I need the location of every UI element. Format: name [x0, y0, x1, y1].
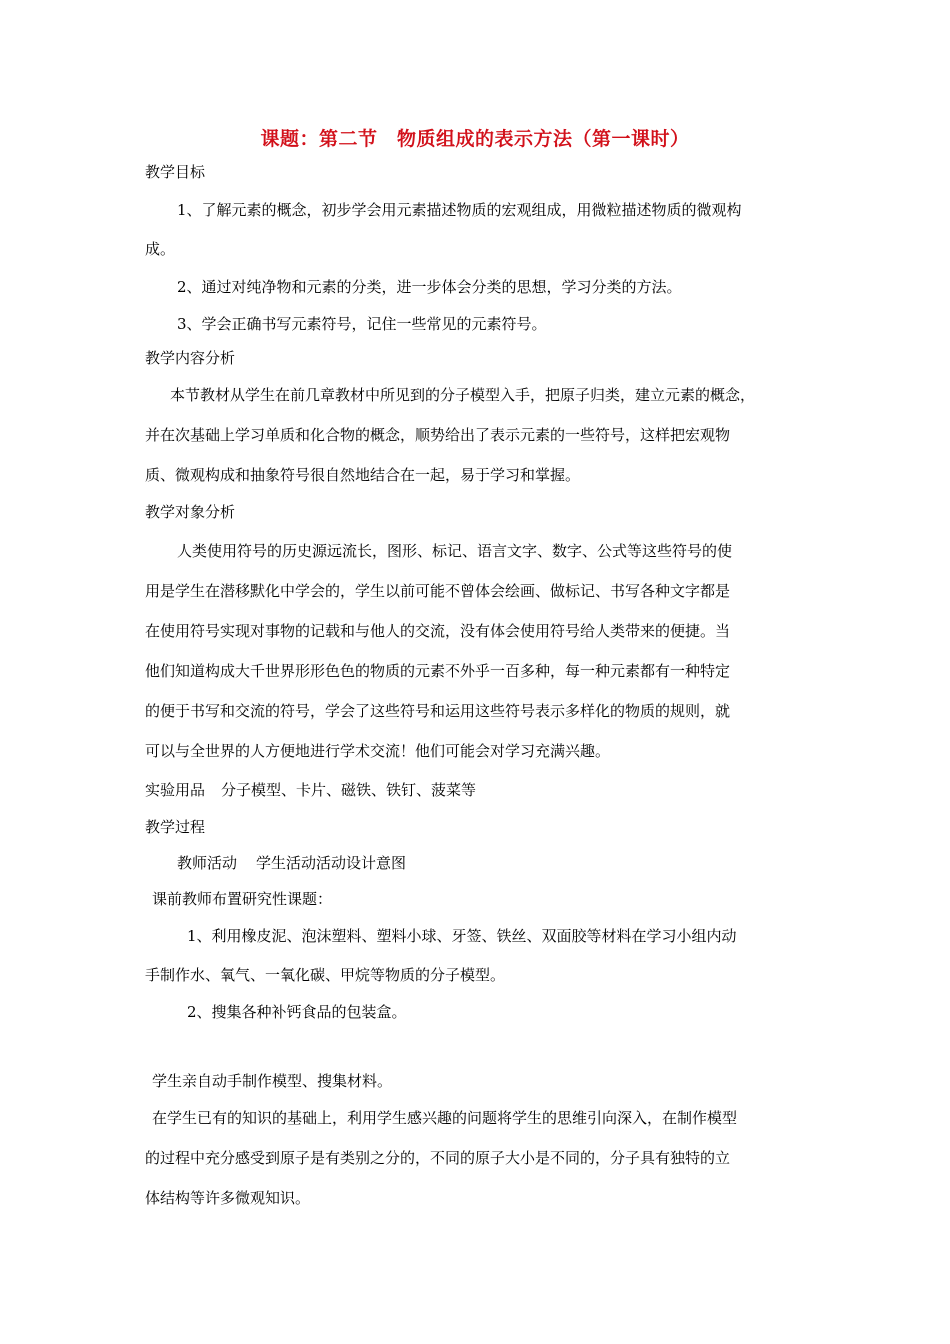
- process-task-1-line-1: 1、利用橡皮泥、泡沫塑料、塑料小球、牙签、铁丝、双面胶等材料在学习小组内动: [187, 927, 737, 945]
- process-column-student: 学生活动活动设计意图: [256, 854, 407, 872]
- learner-analysis-heading: 教学对象分析: [145, 503, 236, 521]
- process-intro: 课前教师布置研究性课题：: [152, 890, 333, 908]
- materials-text: 分子模型、卡片、磁铁、铁钉、菠菜等: [221, 781, 477, 799]
- content-analysis-line: 本节教材从学生在前几章教材中所见到的分子模型入手，把原子归类，建立元素的概念，: [170, 386, 756, 404]
- student-activity: 学生亲自动手制作模型、搜集材料。: [152, 1072, 393, 1090]
- design-intent-line: 在学生已有的知识的基础上，利用学生感兴趣的问题将学生的思维引向深入，在制作模型: [152, 1109, 738, 1127]
- process-task-1-line-2: 手制作水、氧气、一氧化碳、甲烷等物质的分子模型。: [145, 966, 506, 984]
- page-title: 课题：第二节 物质组成的表示方法（第一课时）: [260, 128, 690, 150]
- materials-row: [145, 780, 476, 800]
- learner-analysis-line: 在使用符号实现对事物的记载和与他人的交流，没有体会使用符号给人类带来的便捷。当: [145, 622, 731, 640]
- design-intent-line: 的过程中充分感受到原子是有类别之分的，不同的原子大小是不同的，分子具有独特的立: [145, 1149, 731, 1167]
- learner-analysis-line: 用是学生在潜移默化中学会的，学生以前可能不曾体会绘画、做标记、书写各种文字都是: [145, 582, 731, 600]
- goals-heading: 教学目标: [145, 163, 206, 181]
- process-task-2: 2、搜集各种补钙食品的包装盒。: [187, 1003, 407, 1021]
- learner-analysis-line: 人类使用符号的历史源远流长，图形、标记、语言文字、数字、公式等这些符号的使: [177, 542, 733, 560]
- learner-analysis-line: 可以与全世界的人方便地进行学术交流！他们可能会对学习充满兴趣。: [145, 742, 611, 760]
- learner-analysis-line: 的便于书写和交流的符号，学会了这些符号和运用这些符号表示多样化的物质的规则，就: [145, 702, 731, 720]
- process-heading: 教学过程: [145, 818, 206, 836]
- process-column-teacher: 教师活动: [177, 854, 238, 872]
- content-analysis-heading: 教学内容分析: [145, 349, 236, 367]
- design-intent-line: 体结构等许多微观知识。: [145, 1189, 311, 1207]
- content-analysis-line: 并在次基础上学习单质和化合物的概念，顺势给出了表示元素的一些符号，这样把宏观物: [145, 426, 731, 444]
- materials-heading: 实验用品: [145, 781, 206, 799]
- goal-item-1-line-1: 1、了解元素的概念，初步学会用元素描述物质的宏观组成，用微粒描述物质的微观构: [177, 201, 742, 219]
- learner-analysis-line: 他们知道构成大千世界形形色色的物质的元素不外乎一百多种，每一种元素都有一种特定: [145, 662, 731, 680]
- goal-item-2: 2、通过对纯净物和元素的分类，进一步体会分类的思想，学习分类的方法。: [177, 278, 682, 296]
- content-analysis-line: 质、微观构成和抽象符号很自然地结合在一起，易于学习和掌握。: [145, 466, 581, 484]
- goal-item-3: 3、学会正确书写元素符号，记住一些常见的元素符号。: [177, 315, 547, 333]
- goal-item-1-line-2: 成。: [145, 240, 176, 258]
